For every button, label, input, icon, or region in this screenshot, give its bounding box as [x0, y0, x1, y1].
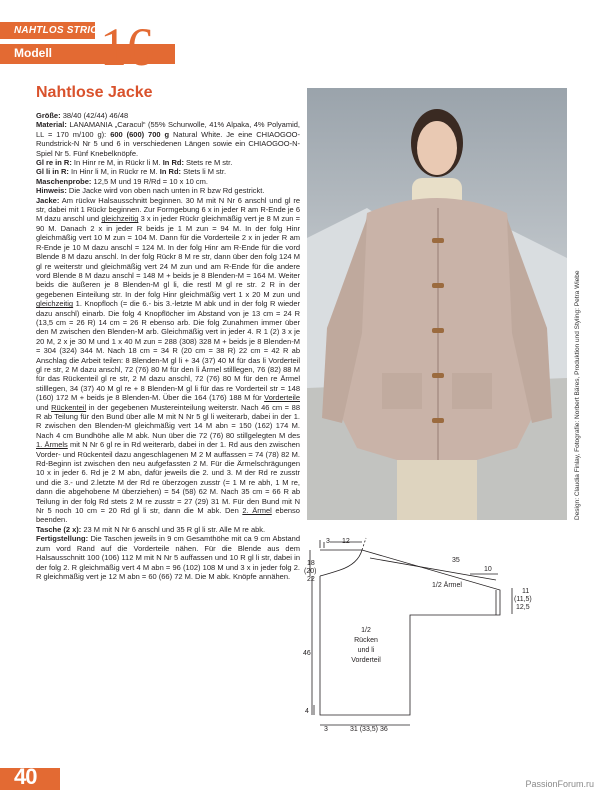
- jacket-label: Jacke:: [36, 195, 60, 205]
- finishing-text: Die Taschen jeweils in 9 cm Gesamthöhe mit ca 9 cm Abstand zum vord Rand auf die Vorderteile nähen. Für die Blende aus dem Halsausschnitt 100 (106) 112 M mit N Nr 5 auffassen und 10 R gl li str, dabei in der folg 2. R gleichmäßig vert 4 M abn = 96 (102) 108 M und 3 x in jeder folg 2. R gleichmäßig vert je 12 M abn = 60 (66) 72 M. Die M abk. Knöpfe annähen.: [36, 534, 300, 581]
- dim-top-left: 3: [326, 538, 330, 545]
- rounds-label: In Rd:: [159, 167, 182, 177]
- dim-sleeve-height-1: 11: [522, 588, 530, 595]
- material-label: Material:: [36, 120, 67, 130]
- dim-sleeve-height-2: (11,5): [514, 596, 532, 603]
- watermark: PassionForum.ru: [525, 779, 594, 789]
- size-value: 38/40 (42/44) 46/48: [62, 111, 129, 120]
- body-label-1: 1/2: [361, 627, 371, 634]
- size-label: Größe:: [36, 111, 61, 120]
- body-label-3: und li: [357, 647, 375, 654]
- photo-illustration: [307, 88, 567, 520]
- pocket-label: Tasche (2 x):: [36, 524, 82, 534]
- underlined-term: Rückenteil: [51, 402, 87, 412]
- note-text: Die Jacke wird von oben nach unten in R bzw Rd gestrickt.: [66, 186, 265, 196]
- gauge-paragraph: [36, 177, 300, 186]
- stockinette-text-1: In Hinr re M, in Rückr li M.: [71, 158, 163, 168]
- jacket-text-2: 3 x in jeder Rückr gleichmäßig vert je 8 M zun = 90 M. Danach 2 x in jeder R beids je 1 M zun = 94 M. In der folg Hinr gleichmäßig vert 10 M zun = 104 M. Dann für die Vorderteile 2 x in jeder R am R-Ende je 10 M dazu anschl = 124 M. In der folg Hinr am R-Ende für die vord Blende 8 M dazu anschl. In der folg Rückr 8 M re str, dann über den folg 124 M gl re weiterstr und gleichmäßig vert 24 M zun und am R-Ende für die andere vord Blende 8 M dazu anschl = 148 M + beids je 8 Blenden-M = 164 M. Weiter beids die äußeren je 8 Blenden-M gl li, die restl M gl re str. 2 R in der gegebenen Einteilung str. In der folg Hinr gleichmäßig vert 1 x 20 M zun und: [36, 214, 300, 299]
- model-label: Modell: [14, 46, 52, 60]
- note-label: Hinweis:: [36, 186, 67, 196]
- reverse-text-1: In Hinr li M, in Rückr re M.: [68, 167, 160, 177]
- dim-neck-depth-1: 18: [307, 560, 315, 567]
- reverse-text-2: Stets li M str.: [181, 167, 227, 177]
- reverse-stockinette-label: Gl li in R:: [36, 167, 69, 177]
- jacket-text-5: mit N Nr 6 gl re in Rd weiterarb, dabei in der 1. Rd aus den zwischen Vorder- und Rückenteil dazu angeschlagenen M 2 M auffassen = 74 (78) 82 M. Rd-Beginn ist zwischen den neu aufgefassten 2 M. Für die Ärmelschrägungen 10 x in jeder 6. Rd je 2 M abn, dafür jeweils die 2. und 3. M der Rd re zusstr und die 3.- und 2.letzte M der Rd re überzogen zusstr (= 1 M re abh, 1 M re, dann die abgehobene M überziehen) = 54 (58) 62 M. Nach 35 cm = 66 R ab Teilung in der folg Rd stets 2 M re zusstr = 27 (29) 31 M. Für den Bund mit N Nr 5 noch 10 cm = 20 Rd gl li str, dann die M abk. Den: [36, 440, 300, 516]
- body-label-4: Vorderteil: [351, 657, 381, 664]
- model-number: 16: [100, 17, 154, 77]
- size-paragraph: [36, 111, 300, 120]
- dim-sleeve-height-3: 12,5: [516, 604, 530, 611]
- underlined-term: 1. Ärmels: [36, 440, 68, 450]
- underlined-term: Vorderteile: [264, 393, 300, 403]
- rounds-label: In Rd:: [162, 158, 184, 168]
- dim-bottom-width: 31 (33,5) 36: [350, 726, 388, 733]
- finishing-label: Fertigstellung:: [36, 534, 89, 544]
- material-amount: 600 (600) 700 g: [110, 129, 170, 139]
- underlined-term: 2. Ärmel: [242, 506, 272, 516]
- pocket-paragraph: [36, 525, 300, 534]
- underlined-term: gleichzeitig: [36, 299, 74, 309]
- dim-neck-depth-2: (20): [304, 568, 317, 575]
- jacket-text-4: in der gegebenen Mustereinteilung weiterstr. Nach 46 cm = 88 R ab Teilung für den Bund über alle M mit N Nr 5 gl li weiterarb, dabei in der 1. R zwischen den Blenden-M gleichmäßig vert 14 M abn = 150 (162) 174 M. Nach 4 cm Bundhöhe alle M abk. Nun über die 72 (76) 80 stillgelegten M des: [36, 402, 300, 440]
- body-label-2: Rücken: [354, 637, 378, 644]
- dim-neck-width: 12: [342, 538, 350, 545]
- stockinette-rows: [36, 158, 300, 167]
- dim-cuff: 10: [484, 566, 492, 573]
- jacket-text-3: 1. Knopfloch (= die 6.- bis 3.-letzte M abk und in der folg R wieder dazu anschl) einarb. Die folg 4 Knopflöcher im Abstand von je 13 cm = 24 R (13,5 cm = 26 R) 14 cm = 26 R ebenso arb. Die folg Zunahmen immer über den M zwischen den Blenden-M arb. Gleichmäßig vert in jeder 4. R 1 (2) 3 x je 20 M, 2 x je 30 M und 1 x 40 M zun = 288 (308) 328 M + beids je 8 Blenden-M = 304 (324) 344 M. Nach 18 cm = 34 R (20 cm = 38 R) 22 cm = 42 R ab Anschlag die Arbeit teilen: 8 Blenden-M gl li + 34 (37) 40 M für das li Vorderteil gl re str, 2 M dazu anschl, 72 (76) 80 M für den li Ärmel stilllegen, 76 (82) 88 M für das Rückenteil gl re str, 2 M dazu anschl, 72 (76) 80 M für den re Ärmel stilllegen, 34 (37) 40 M gl re + 8 Blenden-M gl li für das re Vorderteil str = 148 (160) 172 M + beids je 8 Blenden-M. Über die 164 (176) 188 M für: [36, 299, 300, 403]
- jacket-paragraph: [36, 196, 300, 525]
- page-number: 40: [14, 764, 37, 789]
- note-paragraph: [36, 186, 300, 195]
- material-text-2: Natural White. Je eine CHIAOGOO-Rundstrick-N Nr 5 und 6 in verschiedenen Längen sowie ein CHIAOGOO-N-Spiel Nr 5. Fünf Knebelknöpfe.: [36, 129, 301, 158]
- reverse-stockinette-rows: [36, 167, 300, 176]
- jacket-text-1: Am rückw Halsausschnitt beginnen. 30 M mit N Nr 6 anschl und gl re str, dabei mit 1 Rückr beginnen. Zur Formgebung 6 x in jeder R am R-Ende je 6 M dazu anschl und: [36, 195, 300, 224]
- pattern-schematic: [300, 530, 550, 745]
- dim-bottom-left: 3: [324, 726, 328, 733]
- dim-hem: 4: [305, 708, 309, 715]
- photo-credit: Design: Claudia Finlay, Fotografie: Norbert Bäres, Produktion und Styling: Petra Wiebe: [574, 270, 581, 520]
- jacket-text-6: ebenso beenden.: [36, 506, 300, 525]
- material-paragraph: [36, 120, 300, 158]
- sleeve-label: 1/2 Ärmel: [432, 582, 462, 589]
- underlined-term: gleichzeitig: [101, 214, 139, 224]
- gauge-label: Maschenprobe:: [36, 176, 92, 186]
- pattern-title: Nahtlose Jacke: [36, 84, 153, 101]
- dim-sleeve-length: 35: [452, 557, 460, 564]
- stockinette-text-2: Stets re M str.: [183, 158, 233, 168]
- dim-body-length: 46: [303, 650, 311, 657]
- model-photo: [307, 88, 567, 520]
- material-text-1: LANAMANIA „Caracul“ (55% Schurwolle, 41% Alpaka, 4% Polyamid, LL = 170 m/100 g):: [36, 120, 300, 139]
- dim-neck-depth-3: 22: [307, 576, 315, 583]
- gauge-value: 12,5 M und 19 R/Rd = 10 x 10 cm.: [91, 176, 208, 186]
- jacket-and: und: [36, 402, 52, 412]
- section-label: NAHTLOS STRICKEN: [14, 25, 120, 36]
- instructions-text: [36, 111, 300, 581]
- stockinette-label: Gl re in R:: [36, 158, 72, 168]
- finishing-paragraph: [36, 534, 300, 581]
- pocket-text: 23 M mit N Nr 6 anschl und 35 R gl li str. Alle M re abk.: [81, 524, 266, 534]
